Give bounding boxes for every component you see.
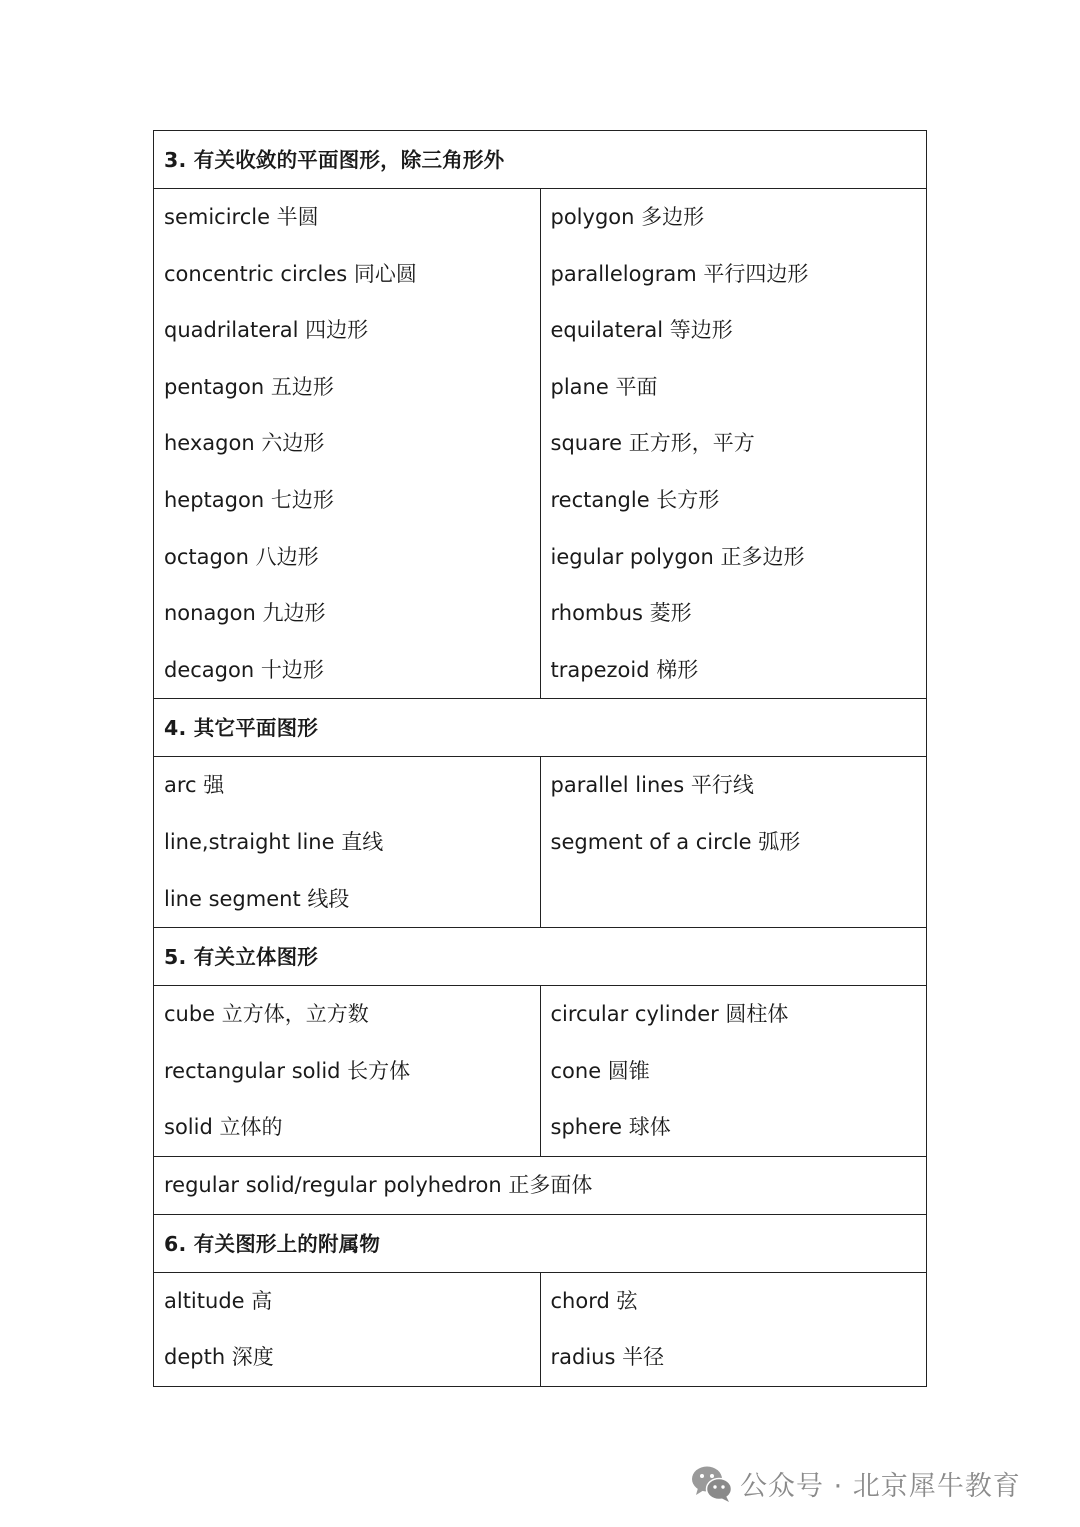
term: regular solid/regular polyhedron 正多面体 bbox=[164, 1172, 593, 1197]
term: cube 立方体，立方数 bbox=[164, 1002, 369, 1027]
vocabulary-table bbox=[153, 130, 927, 1387]
term: parallelogram 平行四边形 bbox=[550, 261, 809, 286]
right-column bbox=[540, 986, 927, 1157]
term: line,straight line 直线 bbox=[164, 829, 384, 854]
term: segment of a circle 弧形 bbox=[550, 829, 801, 854]
full-width-row bbox=[154, 1156, 927, 1214]
section-body-row bbox=[154, 1272, 927, 1386]
section-body-row bbox=[154, 757, 927, 928]
term: decagon 十边形 bbox=[164, 657, 324, 682]
watermark bbox=[690, 1462, 1021, 1504]
section-body-row bbox=[154, 189, 927, 699]
watermark-text: 公众号 · 北京犀牛教育 bbox=[740, 1470, 1021, 1502]
term: rectangle 长方形 bbox=[550, 487, 720, 512]
left-column bbox=[154, 986, 541, 1157]
term: quadrilateral 四边形 bbox=[164, 318, 369, 343]
right-column bbox=[540, 757, 927, 928]
section-title: 3. 有关收敛的平面图形，除三角形外 bbox=[164, 148, 505, 172]
term: altitude 高 bbox=[164, 1288, 273, 1313]
term: sphere 球体 bbox=[550, 1115, 671, 1140]
term: hexagon 六边形 bbox=[164, 431, 325, 456]
term: concentric circles 同心圆 bbox=[164, 261, 417, 286]
term: solid 立体的 bbox=[164, 1115, 283, 1140]
term: parallel lines 平行线 bbox=[550, 773, 754, 798]
term: circular cylinder 圆柱体 bbox=[550, 1002, 789, 1027]
term: chord 弦 bbox=[550, 1288, 638, 1313]
left-column bbox=[154, 757, 541, 928]
term: octagon 八边形 bbox=[164, 544, 319, 569]
term: semicircle 半圆 bbox=[164, 205, 319, 229]
right-column bbox=[540, 189, 927, 699]
section-title: 4. 其它平面图形 bbox=[164, 716, 318, 741]
term: polygon 多边形 bbox=[550, 205, 705, 229]
term: cone 圆锥 bbox=[550, 1058, 650, 1083]
term: iegular polygon 正多边形 bbox=[550, 544, 805, 569]
left-column bbox=[154, 1272, 541, 1386]
term: arc 强 bbox=[164, 773, 225, 798]
term: trapezoid 梯形 bbox=[550, 657, 699, 682]
section-title: 5. 有关立体图形 bbox=[164, 945, 318, 970]
term: equilateral 等边形 bbox=[550, 318, 733, 343]
section-body-row bbox=[154, 986, 927, 1157]
wechat-icon bbox=[690, 1463, 734, 1503]
term: plane 平面 bbox=[550, 374, 658, 399]
term: heptagon 七边形 bbox=[164, 487, 334, 512]
term: pentagon 五边形 bbox=[164, 374, 334, 399]
section-title: 6. 有关图形上的附属物 bbox=[164, 1231, 381, 1256]
right-column bbox=[540, 1272, 927, 1386]
section-header-row bbox=[154, 699, 927, 757]
term: depth 深度 bbox=[164, 1345, 274, 1370]
section-header-row bbox=[154, 131, 927, 189]
term: radius 半径 bbox=[550, 1345, 665, 1370]
term: rhombus 菱形 bbox=[550, 601, 692, 626]
term: rectangular solid 长方体 bbox=[164, 1058, 411, 1083]
term: square 正方形，平方 bbox=[550, 431, 755, 456]
term: line segment 线段 bbox=[164, 886, 350, 911]
section-header-row bbox=[154, 928, 927, 986]
section-header-row bbox=[154, 1214, 927, 1272]
left-column bbox=[154, 189, 541, 699]
term: nonagon 九边形 bbox=[164, 601, 326, 626]
